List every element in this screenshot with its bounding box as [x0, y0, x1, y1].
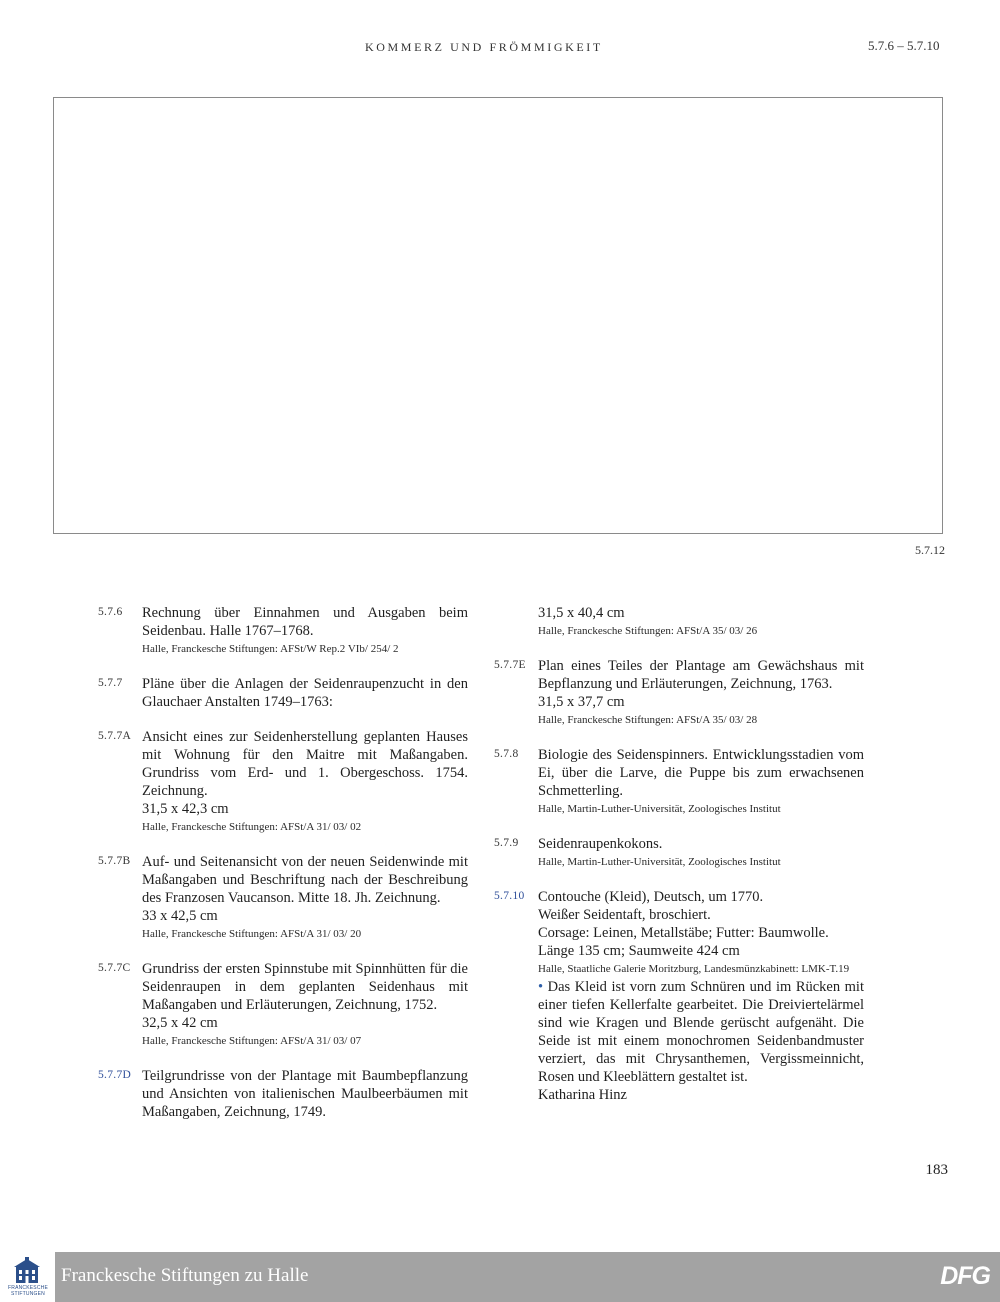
- entry-number: 5.7.7C: [98, 962, 131, 974]
- entry-dimensions: 32,5 x 42 cm: [142, 1015, 218, 1031]
- running-head: KOMMERZ UND FRÖMMIGKEIT: [365, 40, 603, 54]
- entry-source: Halle, Martin-Luther-Universität, Zoologisches Institut: [538, 803, 781, 815]
- entry-text: Contouche (Kleid), Deutsch, um 1770.: [538, 889, 764, 905]
- catalog-entry: [98, 960, 468, 1050]
- entry-description: [538, 978, 864, 1086]
- entry-number: 5.7.7B: [98, 855, 131, 867]
- entry-source: Halle, Franckesche Stiftungen: AFSt/A 31/ 03/ 07: [142, 1035, 362, 1047]
- dfg-logo: DFG: [940, 1262, 990, 1290]
- catalog-entry: [494, 888, 864, 1104]
- catalog-entry: [494, 835, 864, 871]
- entry-text: Biologie des Seidenspinners. Entwicklungsstadien vom Ei, über die Larve, die Puppe bis zum erwachsenen Schmetterling.: [538, 747, 864, 799]
- entry-author: Katharina Hinz: [538, 1087, 627, 1103]
- catalog-entry: [494, 657, 864, 729]
- entry-source: Halle, Staatliche Galerie Moritzburg, Landesmünzkabinett: LMK-T.19: [538, 963, 850, 975]
- catalog-entry: [98, 853, 468, 943]
- entry-dimensions: 31,5 x 40,4 cm: [538, 605, 625, 621]
- footer-title: Franckesche Stiftungen zu Halle: [61, 1265, 309, 1286]
- entry-dimensions: 31,5 x 37,7 cm: [538, 694, 625, 710]
- description-text: Das Kleid ist vorn zum Schnüren und im Rücken mit einer tiefen Kellerfalte gearbeitet. Die Dreiviertelärmel sind wie Kragen und Blende gerüscht aufgenäht. Die Seide ist mit einem monochromen Seidenbandmuster verziert, das mit Chrysanthemen, Vergissmeinnicht, Rosen und Kleeblättern gestaltet ist.: [538, 979, 864, 1085]
- bullet-icon: •: [538, 979, 544, 995]
- entry-source: Halle, Franckesche Stiftungen: AFSt/W Rep.2 VIb/ 254/ 2: [142, 643, 399, 655]
- figure-label: 5.7.12: [915, 543, 945, 557]
- catalog-entry: [98, 604, 468, 658]
- entry-source: Halle, Franckesche Stiftungen: AFSt/A 31/ 03/ 02: [142, 821, 362, 833]
- catalog-entry: [98, 1067, 468, 1121]
- entry-text: Grundriss der ersten Spinnstube mit Spinnhütten für die Seidenraupen in dem geplanten Seidenhaus mit Maßangaben und Erläuterungen, Zeichnung, 1752.: [142, 961, 468, 1013]
- entry-text: Rechnung über Einnahmen und Ausgaben beim Seidenbau. Halle 1767–1768.: [142, 605, 468, 639]
- footer-banner: [55, 1252, 1000, 1302]
- entry-material: Weißer Seidentaft, broschiert.: [538, 907, 711, 923]
- building-icon: [14, 1257, 40, 1285]
- logo-text: FRANCKESCHE STIFTUNGEN: [8, 1285, 48, 1297]
- entry-text: Ansicht eines zur Seidenherstellung geplanten Hauses mit Wohnung für den Maitre mit Maßangaben. Grundriss vom Erd- und 1. Obergeschoss. 1754. Zeichnung.: [142, 729, 468, 799]
- footer-bar: [0, 1252, 1000, 1302]
- entry-text: Plan eines Teiles der Plantage am Gewächshaus mit Bepflanzung und Erläuterungen, Zeichnung, 1763.: [538, 658, 864, 692]
- entry-text: Pläne über die Anlagen der Seidenraupenzucht in den Glauchaer Anstalten 1749–1763:: [142, 676, 468, 710]
- entry-source: Halle, Franckesche Stiftungen: AFSt/A 35/ 03/ 28: [538, 714, 758, 726]
- entry-text: Seidenraupenkokons.: [538, 836, 663, 852]
- entry-text: Auf- und Seitenansicht von der neuen Seidenwinde mit Maßangaben und Beschriftung nach der Beschreibung des Franzosen Vaucanson. Mitte 18. Jh. Zeichnung.: [142, 854, 468, 906]
- page-range: 5.7.6 – 5.7.10: [868, 38, 940, 53]
- entry-source: Halle, Franckesche Stiftungen: AFSt/A 35/ 03/ 26: [538, 625, 758, 637]
- entry-material: Corsage: Leinen, Metallstäbe; Futter: Baumwolle.: [538, 925, 829, 941]
- catalog-entry: [98, 728, 468, 836]
- entry-number: 5.7.6: [98, 606, 123, 618]
- entry-number: 5.7.7A: [98, 730, 132, 742]
- entry-dimensions: Länge 135 cm; Saumweite 424 cm: [538, 943, 740, 959]
- right-column: [494, 604, 864, 1121]
- catalog-entry-continuation: [494, 604, 864, 640]
- entry-dimensions: 31,5 x 42,3 cm: [142, 801, 229, 817]
- catalog-entry: [98, 675, 468, 711]
- entry-number: 5.7.7E: [494, 659, 526, 671]
- entry-number: 5.7.7D: [98, 1069, 132, 1081]
- franckesche-logo: [0, 1252, 55, 1302]
- figure-image-frame: [53, 97, 943, 534]
- entry-source: Halle, Franckesche Stiftungen: AFSt/A 31/ 03/ 20: [142, 928, 362, 940]
- entry-number: 5.7.8: [494, 748, 519, 760]
- entry-text: Teilgrundrisse von der Plantage mit Baumbepflanzung und Ansichten von italienischen Maulbeerbäumen mit Maßangaben, Zeichnung, 1749.: [142, 1068, 468, 1120]
- catalog-entry: [494, 746, 864, 818]
- entry-number: 5.7.7: [98, 677, 123, 689]
- entry-source: Halle, Martin-Luther-Universität, Zoologisches Institut: [538, 856, 781, 868]
- entry-number: 5.7.9: [494, 837, 519, 849]
- entry-dimensions: 33 x 42,5 cm: [142, 908, 218, 924]
- entry-number: 5.7.10: [494, 890, 525, 902]
- page-number: 183: [925, 1162, 948, 1178]
- left-column: [98, 604, 468, 1138]
